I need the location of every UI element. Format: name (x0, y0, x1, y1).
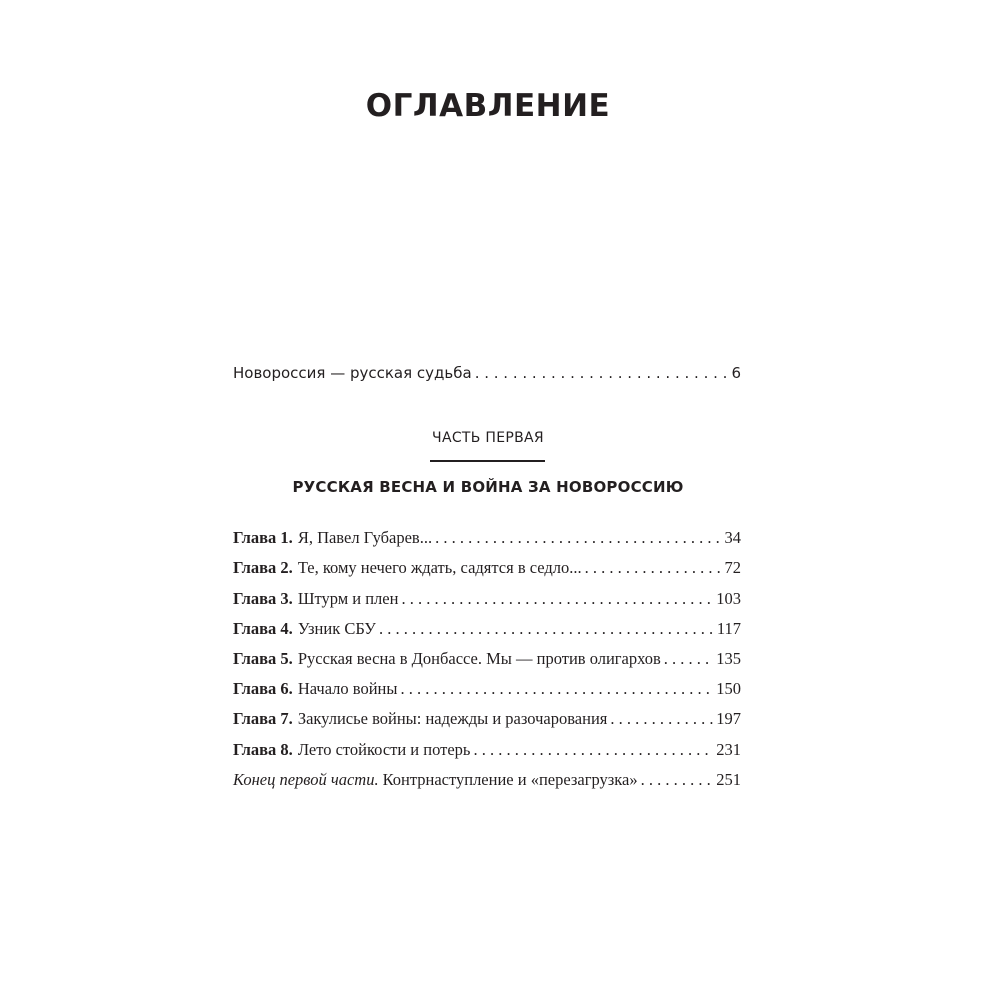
chapter-title: Те, кому нечего ждать, садятся в седло... (297, 558, 582, 577)
toc-entry-chapter-5[interactable] (233, 649, 741, 669)
toc-entry-part-end[interactable] (233, 770, 741, 790)
chapter-number: Глава 8. (233, 740, 293, 759)
dot-leader (435, 528, 721, 548)
chapter-number: Глава 7. (233, 709, 293, 728)
chapter-title: Лето стойкости и потерь (297, 740, 471, 759)
chapter-page: 103 (716, 589, 741, 608)
chapter-number: Глава 5. (233, 649, 293, 668)
toc-entry-chapter-1[interactable] (233, 528, 741, 548)
dot-leader (610, 709, 713, 729)
toc-entry-chapter-2[interactable] (233, 558, 741, 578)
toc-entry-chapter-7[interactable] (233, 709, 741, 729)
dot-leader (401, 589, 713, 609)
dot-leader (664, 649, 713, 669)
chapter-number: Конец первой части. (233, 770, 379, 789)
dot-leader (641, 770, 714, 790)
chapter-page: 251 (716, 770, 741, 789)
part-label: ЧАСТЬ ПЕРВАЯ (432, 430, 544, 446)
chapter-title: Узник СБУ (297, 619, 376, 638)
chapter-page: 117 (716, 619, 741, 638)
chapter-number: Глава 1. (233, 528, 293, 547)
chapter-number: Глава 4. (233, 619, 293, 638)
toc-entry-page: 6 (731, 364, 741, 382)
part-divider (430, 460, 545, 462)
chapter-number: Глава 3. (233, 589, 293, 608)
dot-leader (475, 364, 729, 382)
chapter-title: Закулисье войны: надежды и разочарования (297, 709, 608, 728)
chapter-page: 34 (724, 528, 741, 547)
toc-entry-chapter-6[interactable] (233, 679, 741, 699)
dot-leader (585, 558, 722, 578)
chapter-page: 150 (716, 679, 741, 698)
dot-leader (379, 619, 714, 639)
chapter-page: 135 (716, 649, 741, 668)
toc-entry-chapter-8[interactable] (233, 740, 741, 760)
chapter-number: Глава 2. (233, 558, 293, 577)
dot-leader (473, 740, 713, 760)
chapter-title: Штурм и плен (297, 589, 399, 608)
part-title: РУССКАЯ ВЕСНА И ВОЙНА ЗА НОВОРОССИЮ (292, 478, 684, 496)
chapter-title: Я, Павел Губарев... (297, 528, 433, 547)
chapter-page: 197 (716, 709, 741, 728)
chapter-number: Глава 6. (233, 679, 293, 698)
chapter-title: Русская весна в Донбассе. Мы — против олигархов (297, 649, 661, 668)
dot-leader (400, 679, 713, 699)
toc-entry-chapter-3[interactable] (233, 589, 741, 609)
toc-entry-intro[interactable] (233, 364, 741, 382)
toc-entry-chapter-4[interactable] (233, 619, 741, 639)
chapter-page: 231 (716, 740, 741, 759)
page-title: ОГЛАВЛЕНИЕ (365, 88, 611, 124)
toc-entry-title: Новороссия — русская судьба (233, 364, 472, 382)
chapter-title: Начало войны (297, 679, 398, 698)
chapter-page: 72 (724, 558, 741, 577)
chapter-title: Контрнаступление и «перезагрузка» (382, 770, 638, 789)
